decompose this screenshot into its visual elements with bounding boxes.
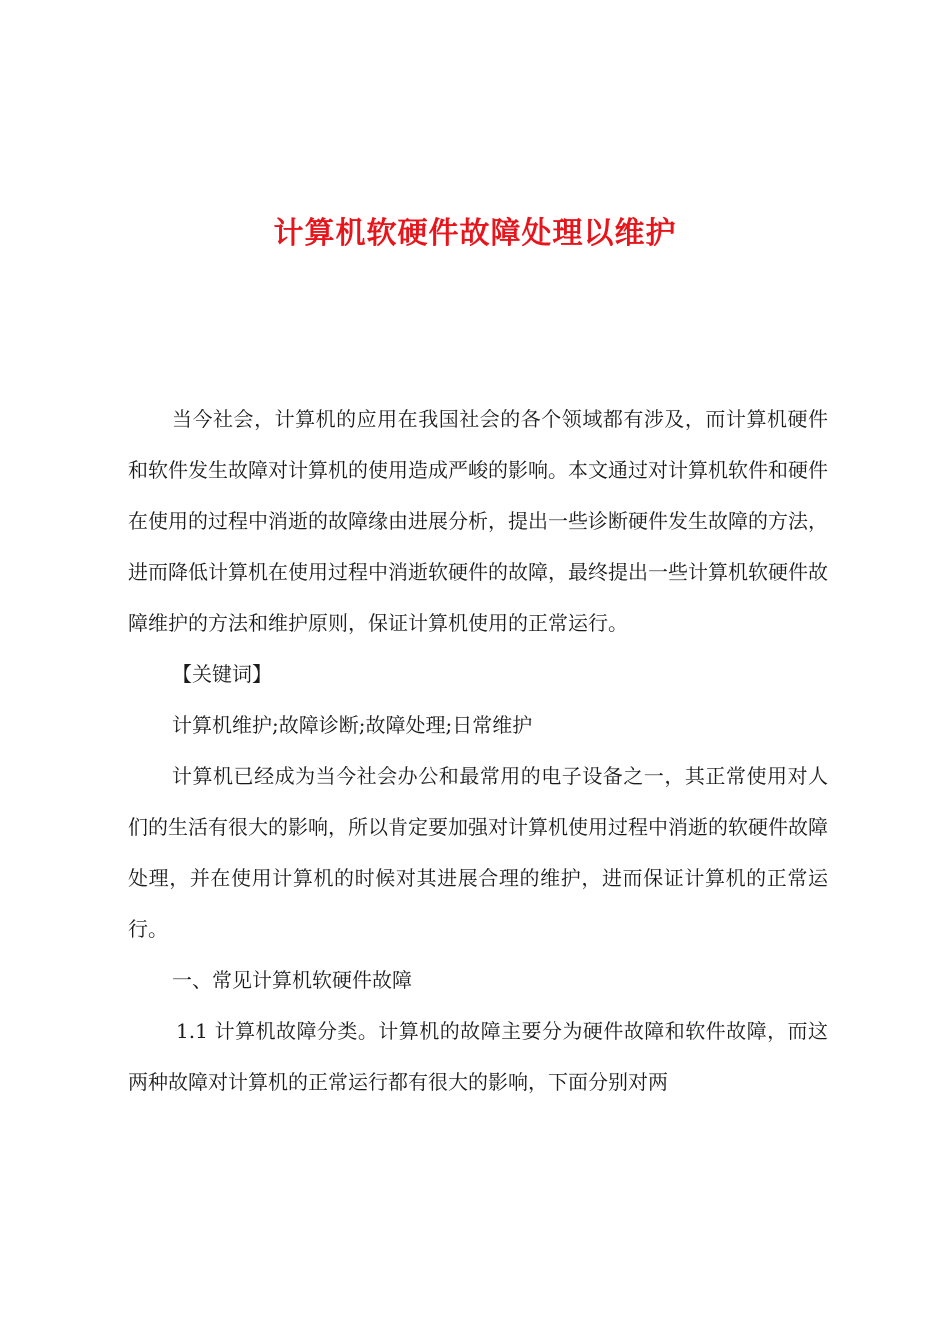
keywords-list: 计算机维护;故障诊断;故障处理;日常维护 <box>172 713 533 737</box>
document-body <box>128 394 828 1108</box>
keywords-heading: 【关键词】 <box>172 662 272 686</box>
document-title: 计算机软硬件故障处理以维护 <box>273 216 677 251</box>
section-heading: 一、常见计算机软硬件故障 <box>172 968 412 992</box>
intro-paragraph: 计算机已经成为当今社会办公和最常用的电子设备之一，其正常使用对人们的生活有很大的影响，所以肯定要加强对计算机使用过程中消逝的软硬件故障处理，并在使用计算机的时候对其进展合理的维护，进而保证计算机的正常运行。 <box>128 764 828 941</box>
section-paragraph: 1.1 计算机故障分类。计算机的故障主要分为硬件故障和软件故障，而这两种故障对计算机的正常运行都有很大的影响，下面分别对两 <box>128 1019 828 1094</box>
abstract-paragraph: 当今社会，计算机的应用在我国社会的各个领域都有涉及，而计算机硬件和软件发生故障对计算机的使用造成严峻的影响。本文通过对计算机软件和硬件在使用的过程中消逝的故障缘由进展分析，提出一些诊断硬件发生故障的方法，进而降低计算机在使用过程中消逝软硬件的故障，最终提出一些计算机软硬件故障维护的方法和维护原则，保证计算机使用的正常运行。 <box>128 407 828 635</box>
